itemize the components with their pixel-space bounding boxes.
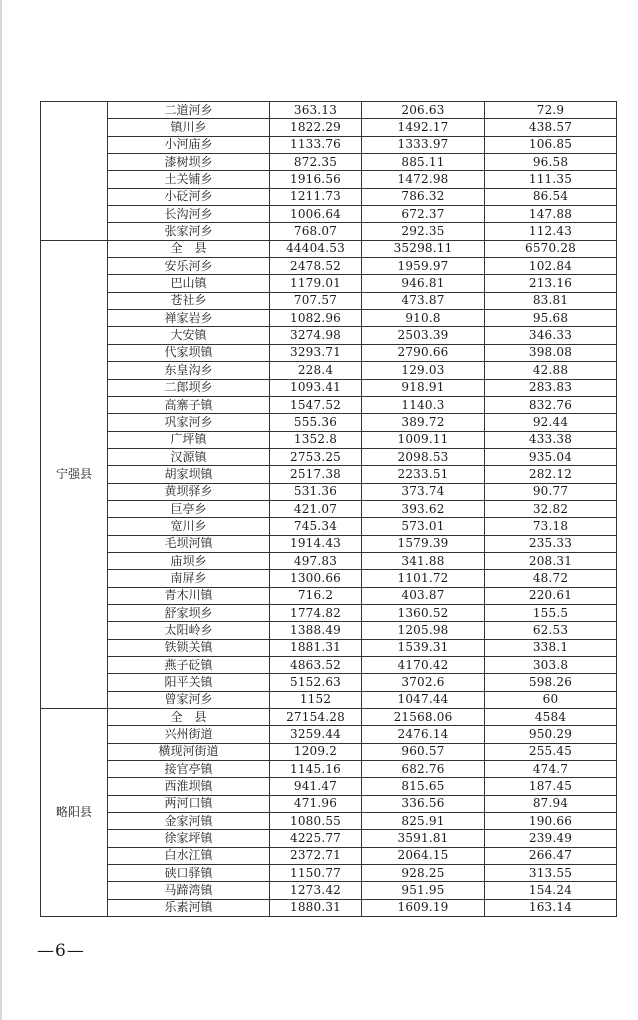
value-c-cell: 42.88 <box>485 362 617 379</box>
value-b-cell: 1959.97 <box>362 258 485 275</box>
value-b-cell: 393.62 <box>362 500 485 517</box>
value-a-cell: 4225.77 <box>270 830 362 847</box>
township-name-cell: 张家河乡 <box>108 223 270 240</box>
value-c-cell: 87.94 <box>485 795 617 812</box>
value-a-cell: 3274.98 <box>270 327 362 344</box>
statistics-table <box>40 101 617 917</box>
value-b-cell: 129.03 <box>362 362 485 379</box>
value-b-cell: 1009.11 <box>362 431 485 448</box>
value-b-cell: 910.8 <box>362 310 485 327</box>
value-a-cell: 1881.31 <box>270 639 362 656</box>
value-a-cell: 1916.56 <box>270 171 362 188</box>
value-a-cell: 228.4 <box>270 362 362 379</box>
township-name-cell: 广坪镇 <box>108 431 270 448</box>
value-b-cell: 341.88 <box>362 552 485 569</box>
value-a-cell: 941.47 <box>270 778 362 795</box>
table-row <box>41 604 617 621</box>
value-b-cell: 672.37 <box>362 206 485 223</box>
value-c-cell: 398.08 <box>485 344 617 361</box>
value-a-cell: 497.83 <box>270 552 362 569</box>
table-row <box>41 674 617 691</box>
table-row <box>41 847 617 864</box>
township-name-cell: 安乐河乡 <box>108 258 270 275</box>
township-name-cell: 二郎坝乡 <box>108 379 270 396</box>
county-cell <box>41 102 108 241</box>
table-row <box>41 691 617 708</box>
value-b-cell: 960.57 <box>362 743 485 760</box>
township-name-cell: 南屏乡 <box>108 570 270 587</box>
value-a-cell: 531.36 <box>270 483 362 500</box>
statistics-table-body <box>41 102 617 917</box>
value-b-cell: 825.91 <box>362 813 485 830</box>
township-name-cell: 兴州街道 <box>108 726 270 743</box>
township-name-cell: 马蹄湾镇 <box>108 882 270 899</box>
value-a-cell: 768.07 <box>270 223 362 240</box>
township-name-cell: 舒家坝乡 <box>108 604 270 621</box>
township-name-cell: 接官亭镇 <box>108 761 270 778</box>
table-row <box>41 396 617 413</box>
value-b-cell: 1047.44 <box>362 691 485 708</box>
value-b-cell: 2098.53 <box>362 448 485 465</box>
value-c-cell: 438.57 <box>485 119 617 136</box>
value-c-cell: 255.45 <box>485 743 617 760</box>
township-name-cell: 阳平关镇 <box>108 674 270 691</box>
table-row <box>41 206 617 223</box>
county-cell: 宁强县 <box>41 240 108 708</box>
table-row <box>41 136 617 153</box>
table-row <box>41 899 617 916</box>
value-c-cell: 239.49 <box>485 830 617 847</box>
value-c-cell: 283.83 <box>485 379 617 396</box>
township-name-cell: 金家河镇 <box>108 813 270 830</box>
value-b-cell: 1579.39 <box>362 535 485 552</box>
value-c-cell: 102.84 <box>485 258 617 275</box>
table-row <box>41 258 617 275</box>
township-name-cell: 土关铺乡 <box>108 171 270 188</box>
value-a-cell: 1093.41 <box>270 379 362 396</box>
value-a-cell: 555.36 <box>270 414 362 431</box>
table-row <box>41 292 617 309</box>
value-c-cell: 73.18 <box>485 518 617 535</box>
table-row <box>41 466 617 483</box>
value-b-cell: 1492.17 <box>362 119 485 136</box>
value-a-cell: 1547.52 <box>270 396 362 413</box>
township-name-cell: 曾家河乡 <box>108 691 270 708</box>
table-row <box>41 448 617 465</box>
value-a-cell: 363.13 <box>270 102 362 119</box>
value-b-cell: 682.76 <box>362 761 485 778</box>
value-b-cell: 1539.31 <box>362 639 485 656</box>
value-b-cell: 473.87 <box>362 292 485 309</box>
value-b-cell: 389.72 <box>362 414 485 431</box>
township-name-cell: 横现河街道 <box>108 743 270 760</box>
value-b-cell: 928.25 <box>362 865 485 882</box>
value-a-cell: 3259.44 <box>270 726 362 743</box>
township-name-cell: 铁锁关镇 <box>108 639 270 656</box>
table-row <box>41 414 617 431</box>
value-c-cell: 282.12 <box>485 466 617 483</box>
value-a-cell: 2753.25 <box>270 448 362 465</box>
value-c-cell: 83.81 <box>485 292 617 309</box>
value-b-cell: 815.65 <box>362 778 485 795</box>
table-row <box>41 518 617 535</box>
value-c-cell: 92.44 <box>485 414 617 431</box>
table-row <box>41 622 617 639</box>
township-name-cell: 巩家河乡 <box>108 414 270 431</box>
value-a-cell: 471.96 <box>270 795 362 812</box>
township-name-cell: 巴山镇 <box>108 275 270 292</box>
value-a-cell: 1273.42 <box>270 882 362 899</box>
value-a-cell: 1209.2 <box>270 743 362 760</box>
table-row <box>41 119 617 136</box>
value-b-cell: 373.74 <box>362 483 485 500</box>
table-row <box>41 379 617 396</box>
township-name-cell: 硖口驿镇 <box>108 865 270 882</box>
table-row <box>41 709 617 726</box>
value-b-cell: 1472.98 <box>362 171 485 188</box>
table-row <box>41 778 617 795</box>
table-row <box>41 240 617 257</box>
value-c-cell: 190.66 <box>485 813 617 830</box>
value-b-cell: 1360.52 <box>362 604 485 621</box>
township-name-cell: 汉源镇 <box>108 448 270 465</box>
value-b-cell: 946.81 <box>362 275 485 292</box>
value-c-cell: 155.5 <box>485 604 617 621</box>
township-name-cell: 大安镇 <box>108 327 270 344</box>
value-b-cell: 2790.66 <box>362 344 485 361</box>
value-a-cell: 2517.38 <box>270 466 362 483</box>
table-row <box>41 362 617 379</box>
table-row <box>41 102 617 119</box>
value-a-cell: 745.34 <box>270 518 362 535</box>
value-c-cell: 154.24 <box>485 882 617 899</box>
value-c-cell: 6570.28 <box>485 240 617 257</box>
value-a-cell: 1080.55 <box>270 813 362 830</box>
table-row <box>41 154 617 171</box>
township-name-cell: 全 县 <box>108 709 270 726</box>
value-b-cell: 206.63 <box>362 102 485 119</box>
township-name-cell: 小河庙乡 <box>108 136 270 153</box>
value-c-cell: 96.58 <box>485 154 617 171</box>
value-b-cell: 403.87 <box>362 587 485 604</box>
township-name-cell: 毛坝河镇 <box>108 535 270 552</box>
value-b-cell: 3591.81 <box>362 830 485 847</box>
value-a-cell: 1300.66 <box>270 570 362 587</box>
value-a-cell: 1388.49 <box>270 622 362 639</box>
township-name-cell: 徐家坪镇 <box>108 830 270 847</box>
value-c-cell: 220.61 <box>485 587 617 604</box>
value-c-cell: 266.47 <box>485 847 617 864</box>
value-a-cell: 1914.43 <box>270 535 362 552</box>
table-row <box>41 500 617 517</box>
township-name-cell: 代家坝镇 <box>108 344 270 361</box>
value-b-cell: 573.01 <box>362 518 485 535</box>
township-name-cell: 长沟河乡 <box>108 206 270 223</box>
table-row <box>41 587 617 604</box>
value-a-cell: 44404.53 <box>270 240 362 257</box>
township-name-cell: 太阳岭乡 <box>108 622 270 639</box>
value-a-cell: 1179.01 <box>270 275 362 292</box>
value-c-cell: 4584 <box>485 709 617 726</box>
township-name-cell: 全 县 <box>108 240 270 257</box>
value-c-cell: 208.31 <box>485 552 617 569</box>
township-name-cell: 两河口镇 <box>108 795 270 812</box>
value-c-cell: 474.7 <box>485 761 617 778</box>
value-c-cell: 303.8 <box>485 657 617 674</box>
value-c-cell: 86.54 <box>485 188 617 205</box>
table-row <box>41 570 617 587</box>
page-number: —6— <box>37 941 85 961</box>
value-a-cell: 27154.28 <box>270 709 362 726</box>
value-a-cell: 2372.71 <box>270 847 362 864</box>
value-b-cell: 1609.19 <box>362 899 485 916</box>
value-a-cell: 872.35 <box>270 154 362 171</box>
value-c-cell: 72.9 <box>485 102 617 119</box>
township-name-cell: 青木川镇 <box>108 587 270 604</box>
value-c-cell: 163.14 <box>485 899 617 916</box>
value-a-cell: 1006.64 <box>270 206 362 223</box>
township-name-cell: 二道河乡 <box>108 102 270 119</box>
value-b-cell: 1140.3 <box>362 396 485 413</box>
page-edge-shadow <box>0 0 2 1020</box>
value-c-cell: 235.33 <box>485 535 617 552</box>
table-row <box>41 761 617 778</box>
table-row <box>41 743 617 760</box>
value-a-cell: 1774.82 <box>270 604 362 621</box>
value-a-cell: 1145.16 <box>270 761 362 778</box>
table-row <box>41 431 617 448</box>
table-row <box>41 639 617 656</box>
table-row <box>41 171 617 188</box>
value-b-cell: 918.91 <box>362 379 485 396</box>
table-row <box>41 310 617 327</box>
value-c-cell: 32.82 <box>485 500 617 517</box>
table-row <box>41 726 617 743</box>
value-a-cell: 4863.52 <box>270 657 362 674</box>
value-c-cell: 313.55 <box>485 865 617 882</box>
county-cell: 略阳县 <box>41 709 108 917</box>
value-c-cell: 187.45 <box>485 778 617 795</box>
table-row <box>41 882 617 899</box>
township-name-cell: 东皇沟乡 <box>108 362 270 379</box>
value-a-cell: 2478.52 <box>270 258 362 275</box>
value-a-cell: 1880.31 <box>270 899 362 916</box>
value-c-cell: 213.16 <box>485 275 617 292</box>
value-b-cell: 35298.11 <box>362 240 485 257</box>
value-c-cell: 111.35 <box>485 171 617 188</box>
township-name-cell: 西淮坝镇 <box>108 778 270 795</box>
value-a-cell: 1152 <box>270 691 362 708</box>
table-row <box>41 552 617 569</box>
table-row <box>41 865 617 882</box>
township-name-cell: 巨亭乡 <box>108 500 270 517</box>
table-row <box>41 275 617 292</box>
value-a-cell: 421.07 <box>270 500 362 517</box>
value-a-cell: 1822.29 <box>270 119 362 136</box>
township-name-cell: 苍社乡 <box>108 292 270 309</box>
value-a-cell: 1133.76 <box>270 136 362 153</box>
value-a-cell: 3293.71 <box>270 344 362 361</box>
value-c-cell: 62.53 <box>485 622 617 639</box>
township-name-cell: 燕子砭镇 <box>108 657 270 674</box>
value-a-cell: 5152.63 <box>270 674 362 691</box>
value-a-cell: 1150.77 <box>270 865 362 882</box>
table-row <box>41 657 617 674</box>
value-c-cell: 147.88 <box>485 206 617 223</box>
value-c-cell: 95.68 <box>485 310 617 327</box>
table-row <box>41 813 617 830</box>
value-b-cell: 4170.42 <box>362 657 485 674</box>
township-name-cell: 小砭河乡 <box>108 188 270 205</box>
table-row <box>41 344 617 361</box>
value-b-cell: 1333.97 <box>362 136 485 153</box>
township-name-cell: 禅家岩乡 <box>108 310 270 327</box>
value-a-cell: 707.57 <box>270 292 362 309</box>
value-a-cell: 716.2 <box>270 587 362 604</box>
township-name-cell: 胡家坝镇 <box>108 466 270 483</box>
township-name-cell: 镇川乡 <box>108 119 270 136</box>
value-b-cell: 786.32 <box>362 188 485 205</box>
value-c-cell: 346.33 <box>485 327 617 344</box>
township-name-cell: 宽川乡 <box>108 518 270 535</box>
value-c-cell: 598.26 <box>485 674 617 691</box>
value-c-cell: 950.29 <box>485 726 617 743</box>
value-c-cell: 338.1 <box>485 639 617 656</box>
table-row <box>41 795 617 812</box>
value-b-cell: 21568.06 <box>362 709 485 726</box>
value-b-cell: 2233.51 <box>362 466 485 483</box>
value-b-cell: 1101.72 <box>362 570 485 587</box>
value-b-cell: 2064.15 <box>362 847 485 864</box>
value-a-cell: 1082.96 <box>270 310 362 327</box>
value-c-cell: 60 <box>485 691 617 708</box>
township-name-cell: 漆树坝乡 <box>108 154 270 171</box>
value-a-cell: 1211.73 <box>270 188 362 205</box>
table-row <box>41 535 617 552</box>
value-c-cell: 433.38 <box>485 431 617 448</box>
value-a-cell: 1352.8 <box>270 431 362 448</box>
township-name-cell: 庙坝乡 <box>108 552 270 569</box>
value-b-cell: 336.56 <box>362 795 485 812</box>
table-row <box>41 830 617 847</box>
township-name-cell: 白水江镇 <box>108 847 270 864</box>
value-c-cell: 112.43 <box>485 223 617 240</box>
value-c-cell: 48.72 <box>485 570 617 587</box>
table-row <box>41 483 617 500</box>
value-c-cell: 832.76 <box>485 396 617 413</box>
value-c-cell: 90.77 <box>485 483 617 500</box>
value-c-cell: 106.85 <box>485 136 617 153</box>
value-b-cell: 2503.39 <box>362 327 485 344</box>
township-name-cell: 乐素河镇 <box>108 899 270 916</box>
value-b-cell: 292.35 <box>362 223 485 240</box>
value-c-cell: 935.04 <box>485 448 617 465</box>
value-b-cell: 1205.98 <box>362 622 485 639</box>
table-row <box>41 188 617 205</box>
value-b-cell: 885.11 <box>362 154 485 171</box>
table-row <box>41 327 617 344</box>
township-name-cell: 黄坝驿乡 <box>108 483 270 500</box>
value-b-cell: 951.95 <box>362 882 485 899</box>
value-b-cell: 2476.14 <box>362 726 485 743</box>
township-name-cell: 高寨子镇 <box>108 396 270 413</box>
table-row <box>41 223 617 240</box>
value-b-cell: 3702.6 <box>362 674 485 691</box>
